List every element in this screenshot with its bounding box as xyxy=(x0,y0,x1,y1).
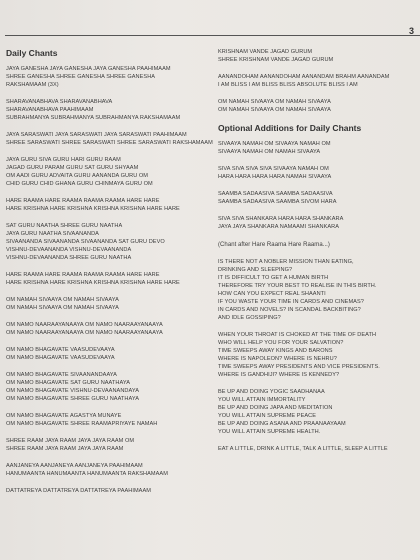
daily-chants-heading: Daily Chants xyxy=(6,48,58,58)
chant-line: OM NAMO NAARAAYANAAYA OM NAMO NAARAAYANAAYA xyxy=(6,322,163,328)
chant-line: OM NAMO BHAGAVATE SHREE RAAMAPRIYAYE NAMAH xyxy=(6,421,158,427)
chant-line: SIVA SIVA SIVA SIVA SIVAAYA NAMAH OM xyxy=(218,166,329,172)
chant-line: SIVAANANDA SIVAANANDA SIVAANANDA SAT GURU DEVO xyxy=(6,239,165,245)
chant-line: I AM BLISS I AM BLISS BLISS ABSOLUTE BLISS I AM xyxy=(218,82,358,88)
optional-additions-heading: Optional Additions for Daily Chants xyxy=(218,123,362,133)
chant-block xyxy=(6,197,204,213)
chant-line: SAT GURU NAATHA SHREE GURU NAATHA xyxy=(6,223,123,229)
chant-line: JAYA GANESHA JAYA GANESHA JAYA GANESHA PAAHIMAAM xyxy=(6,66,171,72)
chant-line: AND IDLE GOSSIPING? xyxy=(218,315,281,321)
chant-line: AANJANEYA AANJANEYA AANJANEYA PAAHIMAAM xyxy=(6,463,143,469)
chant-line: SIVAAYA NAMAH OM SIVAAYA NAMAH OM xyxy=(218,141,331,147)
chant-line: JAYA JAYA SHANKARA NAMAAMI SHANKARA xyxy=(218,224,340,230)
right-column xyxy=(218,48,420,462)
chant-line: SHARAVANABHAVA SHARAVANABHAVA xyxy=(6,99,113,105)
chant-line: OM NAMO BHAGAVATE VAASUDEVAAYA xyxy=(6,347,115,353)
chant-line: SAAMBA SADAASIVA SAAMBA SIVOM HARA xyxy=(218,199,337,205)
chant-line: OM NAMO BHAGAVATE SAT GURU NAATHAYA xyxy=(6,380,130,386)
chant-line: SHREE RAAM JAYA RAAM JAYA JAYA RAAM OM xyxy=(6,438,135,444)
left-chant-list xyxy=(6,65,213,495)
chant-line: HARE KRISHNA HARE KRISHNA KRISHNA KRISHNA HARE HARE xyxy=(6,280,180,286)
chant-note: (Chant after Hare Raama Hare Raama...) xyxy=(218,242,330,248)
chant-block xyxy=(218,48,420,64)
chant-line: HARA HARA HARA HARA NAMAH SIVAAYA xyxy=(218,174,332,180)
chant-line: AANANDOHAM AANANDOHAM AANANDAM BRAHM AANANDAM xyxy=(218,74,390,80)
chant-line: EAT A LITTLE, DRINK A LITTLE, TALK A LITTLE, SLEEP A LITTLE xyxy=(218,446,388,452)
chant-line: YOU WILL ATTAIN SUPREME PEACE xyxy=(218,413,317,419)
optional-chant-list xyxy=(218,140,420,231)
chant-line: VISHNU-DEVAANANDA VISHNU-DEVAANANDA xyxy=(6,247,132,253)
chant-block xyxy=(6,271,204,287)
chant-block xyxy=(6,98,204,122)
left-column xyxy=(6,48,213,504)
chant-line: HARE RAAMA HARE RAAMA RAAMA RAAMA HARE HARE xyxy=(6,272,160,278)
chant-line: SHREE SARASWATI SHREE SARASWATI SHREE SARASWATI RAKSHAMAAM xyxy=(6,140,213,146)
chant-line: RAKSHAMAAM (3X) xyxy=(6,82,59,88)
chant-line: CHID GURU CHID GHANA GURU CHINMAYA GURU OM xyxy=(6,181,153,187)
chant-block xyxy=(6,222,204,262)
chant-line: HARE KRISHNA HARE KRISHNA KRISHNA KRISHNA HARE HARE xyxy=(6,206,180,212)
chant-line: JAYA GURU NAATHA SIVAANANDA xyxy=(6,231,99,237)
header-rule xyxy=(5,35,420,36)
chant-block xyxy=(6,321,204,337)
chant-line: OM NAMO NAARAAYANAAYA OM NAMO NAARAAYANAAYA xyxy=(6,330,163,336)
chant-line: BE UP AND DOING ASANA AND PRAANAAYAAM xyxy=(218,421,346,427)
chant-line: JAYA SARASWATI JAYA SARASWATI JAYA SARASWATI PAAHIMAAM xyxy=(6,132,187,138)
chant-line: IN CARDS AND NOVELS? IN SCANDAL BACKBITING? xyxy=(218,307,361,313)
chant-block xyxy=(6,462,204,478)
chant-line: SIVA SIVA SHANKARA HARA HARA SHANKARA xyxy=(218,216,344,222)
chant-block xyxy=(6,437,204,453)
chant-line: TIME SWEEPS AWAY PRESIDENTS AND VICE PRESIDENTS. xyxy=(218,364,380,370)
chant-line: HARE RAAMA HARE RAAMA RAAMA RAAMA HARE HARE xyxy=(6,198,160,204)
right-top-chant-list xyxy=(218,48,420,114)
chant-line: BE UP AND DOING JAPA AND MEDITATION xyxy=(218,405,333,411)
chant-block xyxy=(6,131,213,147)
chant-line: YOU WILL ATTAIN IMMORTALITY xyxy=(218,397,306,403)
verse-block xyxy=(218,388,420,436)
chant-block xyxy=(6,156,204,188)
chant-line: TIME SWEEPS AWAY KINGS AND BARONS xyxy=(218,348,333,354)
chant-line: SHREE RAAM JAYA RAAM JAYA JAYA RAAM xyxy=(6,446,124,452)
chant-line: WHEN YOUR THROAT IS CHOKED AT THE TIME OF DEATH xyxy=(218,332,377,338)
chant-block xyxy=(218,165,420,181)
chant-block xyxy=(6,346,204,362)
chant-line: IT IS DIFFICULT TO GET A HUMAN BIRTH xyxy=(218,275,329,281)
chant-line: BE UP AND DOING YOGIC SAADHANAA xyxy=(218,389,325,395)
chant-block xyxy=(218,140,420,156)
chant-line: YOU WILL ATTAIN SUPREME HEALTH. xyxy=(218,429,321,435)
chant-line: WHERE IS GANDHIJI? WHERE IS KENNEDY? xyxy=(218,372,340,378)
chant-block xyxy=(6,371,204,403)
chant-block xyxy=(6,65,204,89)
chant-line: HANUMAANTA HANUMAANTA HANUMAANTA RAKSHAMAAM xyxy=(6,471,168,477)
chant-line: OM NAMO BHAGAVATE VISHNU-DEVAANANDAYA xyxy=(6,388,140,394)
chant-line: OM NAMAH SIVAAYA OM NAMAH SIVAAYA xyxy=(6,297,119,303)
verse-block xyxy=(218,331,420,379)
chant-line: THEREFORE TRY YOUR BEST TO REALISE IN THIS BIRTH. xyxy=(218,283,377,289)
chant-line: WHERE IS NAPOLEON? WHERE IS NEHRU? xyxy=(218,356,337,362)
chant-line: SHREE GANESHA SHREE GANESHA SHREE GANESHA xyxy=(6,74,156,80)
chant-block xyxy=(6,296,204,312)
chant-line: DRINKING AND SLEEPING? xyxy=(218,267,293,273)
chant-line: OM NAMO BHAGAVATE SHREE GURU NAATHAYA xyxy=(6,396,140,402)
chant-line: DATTATREYA DATTATREYA DATTATREYA PAAHIMAAM xyxy=(6,488,151,494)
chant-line: SHARAVANABHAVA PAAHIMAAM xyxy=(6,107,94,113)
chant-line: WHO WILL HELP YOU FOR YOUR SALVATION? xyxy=(218,340,344,346)
chant-line: OM NAMO BHAGAVATE SIVAANANDAAYA xyxy=(6,372,117,378)
chant-line: HOW CAN YOU EXPECT REAL SHAANTI xyxy=(218,291,326,297)
chant-line: OM NAMAH SIVAAYA OM NAMAH SIVAAYA xyxy=(6,305,119,311)
chant-line: OM NAMO BHAGAVATE VAASUDEVAAYA xyxy=(6,355,115,361)
chant-line: SIVAAYA NAMAH OM NAMAH SIVAAYA xyxy=(218,149,321,155)
chant-line: JAGAD GURU PARAM GURU SAT GURU SHYAAM xyxy=(6,165,139,171)
chant-line: VISHNU-DEVAANANDA SHREE GURU NAATHA xyxy=(6,255,132,261)
chant-block xyxy=(6,412,204,428)
chant-line: KRISHNAM VANDE JAGAD GURUM xyxy=(218,49,313,55)
chant-block xyxy=(6,487,204,495)
verse-list xyxy=(218,258,420,453)
chant-line: SUBRAHMANYA SUBRAHMANYA SUBRAHMANYA RAKSHAMAAM xyxy=(6,115,181,121)
chant-line: JAYA GURU SIVA GURU HARI GURU RAAM xyxy=(6,157,121,163)
chant-line: OM NAMO BHAGAVATE AGASTYA MUNAYE xyxy=(6,413,122,419)
chant-line: OM NAMAH SIVAAYA OM NAMAH SIVAAYA xyxy=(218,107,331,113)
chant-line: SAAMBA SADAASIVA SAAMBA SADAASIVA xyxy=(218,191,333,197)
chant-line: OM AADI GURU ADVAITA GURU AANANDA GURU OM xyxy=(6,173,149,179)
verse-block xyxy=(218,445,420,453)
page-number: 3 xyxy=(408,26,414,36)
chant-block xyxy=(218,190,420,206)
chant-block xyxy=(218,98,420,114)
chant-line: IS THERE NOT A NOBLER MISSION THAN EATING, xyxy=(218,259,354,265)
chant-line: IF YOU WASTE YOUR TIME IN CARDS AND CINEMAS? xyxy=(218,299,364,305)
chant-block xyxy=(218,73,420,89)
chant-block xyxy=(218,215,420,231)
chant-line: OM NAMAH SIVAAYA OM NAMAH SIVAAYA xyxy=(218,99,331,105)
chant-line: SHREE KRISHNAM VANDE JAGAD GURUM xyxy=(218,57,334,63)
verse-block xyxy=(218,258,420,322)
